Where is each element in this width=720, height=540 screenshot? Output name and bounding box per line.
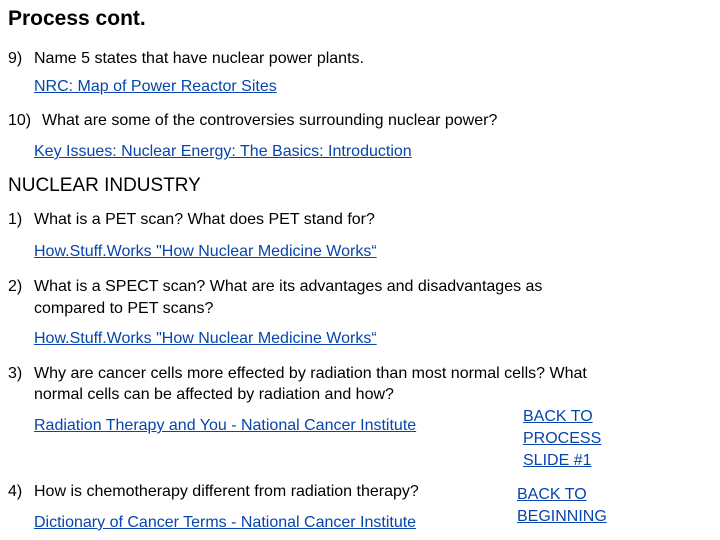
back-to-beginning-line-2: BEGINNING [517,508,607,525]
industry-question-1-number: 1) [8,211,23,228]
industry-question-4-number: 4) [8,483,23,500]
question-10-number: 10) [8,112,32,129]
question-9-number: 9) [8,50,23,67]
industry-question-2-line-1: What is a SPECT scan? What are its advantages and disadvantages as [34,278,543,295]
nuclear-medicine-link-2[interactable]: How.Stuff.Works "How Nuclear Medicine Works“ [34,330,377,347]
industry-question-4-text: How is chemotherapy different from radiation therapy? [34,483,419,500]
nrc-map-link[interactable]: NRC: Map of Power Reactor Sites [34,78,277,95]
back-to-process-line-1: BACK TO [523,408,593,425]
industry-question-3-number: 3) [8,365,23,382]
back-to-process-line-2: PROCESS [523,430,602,447]
page-title: Process cont. [8,7,146,30]
question-10-text: What are some of the controversies surrounding nuclear power? [42,112,498,129]
industry-question-3-line-1: Why are cancer cells more effected by radiation than most normal cells? What [34,365,587,382]
back-to-beginning-line-1: BACK TO [517,486,587,503]
radiation-therapy-link[interactable]: Radiation Therapy and You - National Cancer Institute [34,417,417,434]
industry-question-2-line-2: compared to PET scans? [34,300,214,317]
industry-question-2-number: 2) [8,278,23,295]
cancer-terms-dictionary-link[interactable]: Dictionary of Cancer Terms - National Cancer Institute [34,514,417,531]
nuclear-medicine-link-1[interactable]: How.Stuff.Works "How Nuclear Medicine Works“ [34,243,377,260]
back-to-process-link[interactable] [523,406,633,472]
back-to-process-line-3: SLIDE #1 [523,452,592,469]
question-9-text: Name 5 states that have nuclear power plants. [34,50,364,67]
nuclear-industry-heading: NUCLEAR INDUSTRY [8,175,201,196]
nuclear-energy-basics-link[interactable]: Key Issues: Nuclear Energy: The Basics: Introduction [34,143,412,160]
industry-question-3-line-2: normal cells can be affected by radiation and how? [34,386,394,403]
industry-question-1-text: What is a PET scan? What does PET stand for? [34,211,375,228]
back-to-beginning-link[interactable] [517,484,637,528]
